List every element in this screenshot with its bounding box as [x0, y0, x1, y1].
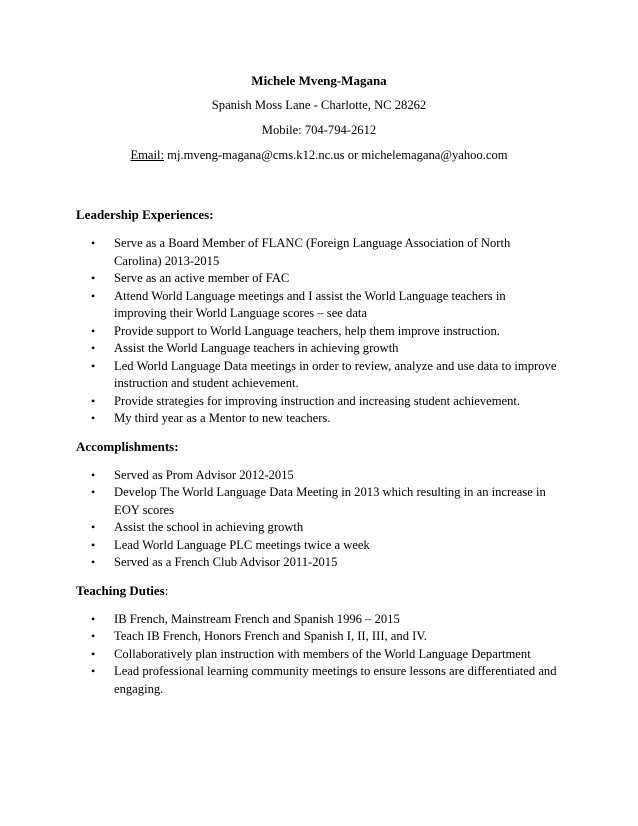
teaching-duties-list	[76, 611, 566, 699]
address: Spanish Moss Lane - Charlotte, NC 28262	[211, 98, 427, 112]
bullet-icon: •	[91, 271, 96, 285]
bullet-icon: •	[91, 236, 96, 250]
list-item: • Serve as an active member of FAC	[76, 270, 566, 288]
list-item: • Provide strategies for improving instruction and increasing student achievement.	[76, 393, 566, 411]
accomplishments-list	[76, 467, 566, 572]
list-item: • Provide support to World Language teachers, help them improve instruction.	[76, 323, 566, 341]
bullet-icon: •	[91, 520, 96, 534]
email-label: Email:	[130, 148, 165, 162]
list-item: • Teach IB French, Honors French and Spanish I, II, III, and IV.	[76, 628, 566, 646]
bullet-icon: •	[91, 288, 96, 303]
list-item: • Lead professional learning community meetings to ensure lessons are differentiated and engaging.	[91, 664, 557, 696]
section-title-leadership: Leadership Experiences:	[76, 207, 214, 222]
list-item: • Lead World Language PLC meetings twice a week	[76, 537, 566, 555]
list-item: • Assist the World Language teachers in achieving growth	[76, 340, 566, 358]
teaching-duties-colon: :	[164, 582, 169, 598]
leadership-list	[76, 235, 566, 428]
section-title-teaching-duties	[76, 582, 566, 600]
bullet-icon: •	[91, 393, 96, 408]
list-item: • Attend World Language meetings and I assist the World Language teachers in improving their World Language scores – see data	[91, 288, 506, 320]
email-line	[0, 147, 638, 172]
list-item: • Led World Language Data meetings in order to review, analyze and use data to improve instruction and student achievement.	[91, 358, 557, 390]
bullet-icon: •	[91, 555, 96, 569]
list-item: • My third year as a Mentor to new teachers.	[76, 410, 566, 428]
resume-body	[76, 206, 566, 708]
email-addresses: mj.mveng-magana@cms.k12.nc.us or michelemagana@yahoo.com	[167, 148, 508, 162]
candidate-name: Michele Mveng-Magana	[251, 73, 387, 88]
bullet-icon: •	[91, 341, 96, 355]
list-item: • Serve as a Board Member of FLANC (Foreign Language Association of North Carolina) 2013-2015	[91, 236, 511, 268]
list-item: • Assist the school in achieving growth	[76, 519, 566, 537]
bullet-icon: •	[91, 467, 96, 482]
section-title-accomplishments: Accomplishments:	[76, 438, 179, 454]
bullet-icon: •	[91, 611, 96, 626]
mobile-phone: Mobile: 704-794-2612	[261, 123, 377, 137]
bullet-icon: •	[91, 323, 96, 338]
list-item: • Served as Prom Advisor 2012-2015	[76, 467, 566, 485]
bullet-icon: •	[91, 646, 96, 661]
bullet-icon: •	[91, 411, 96, 425]
bullet-icon: •	[91, 358, 96, 373]
list-item: • Served as a French Club Advisor 2011-2015	[76, 554, 566, 572]
contact-header	[0, 72, 638, 172]
bullet-icon: •	[91, 629, 96, 643]
bullet-icon: •	[91, 485, 96, 499]
list-item: • IB French, Mainstream French and Spanish 1996 – 2015	[76, 611, 566, 629]
list-item: • Develop The World Language Data Meeting in 2013 which resulting in an increase in EOY scores	[91, 485, 546, 517]
bullet-icon: •	[91, 537, 96, 552]
teaching-duties-title-text: Teaching Duties	[76, 582, 165, 598]
bullet-icon: •	[91, 664, 96, 678]
list-item: • Collaboratively plan instruction with members of the World Language Department	[76, 646, 566, 664]
